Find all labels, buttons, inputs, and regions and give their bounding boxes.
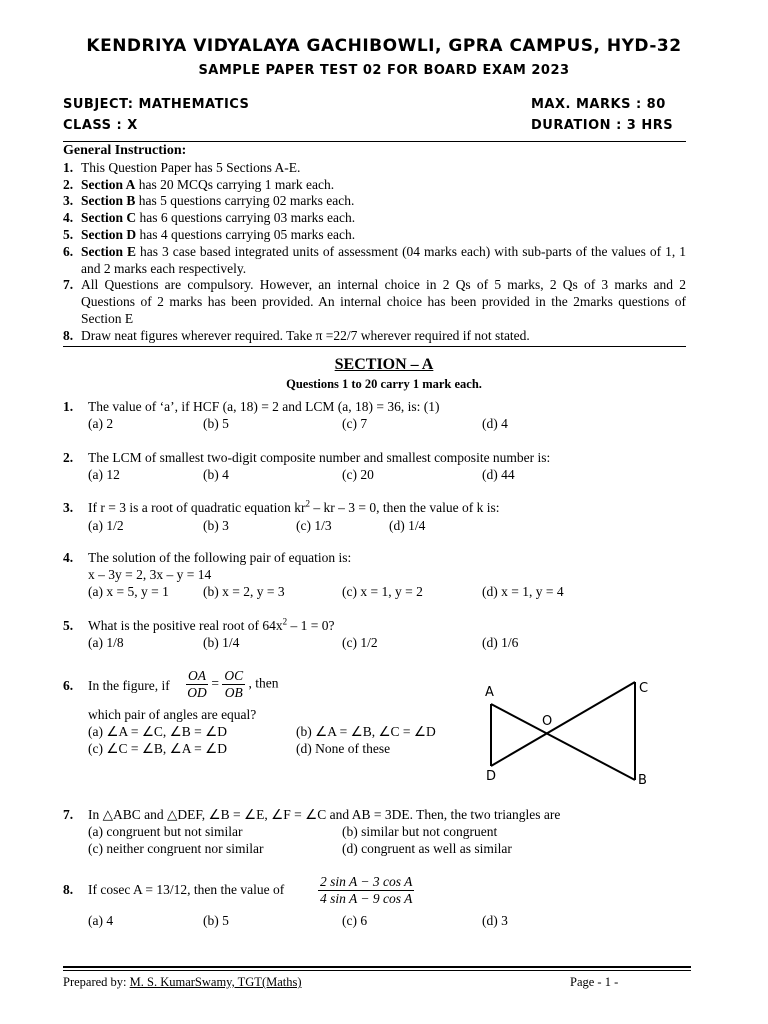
author-name: M. S. KumarSwamy, TGT(Maths) [129, 975, 302, 989]
duration-label: DURATION : 3 HRS [531, 118, 674, 133]
class-label: CLASS : X [63, 118, 138, 133]
option: (a) 12 [88, 467, 120, 482]
trig-fraction: $\frac{\text{2 sin A − 3 cos A}}{\text{4 sin A − 9 cos A}}$ [320, 874, 413, 906]
option: (a) x = 5, y = 1 [88, 584, 169, 599]
option: (a) 2 [88, 416, 114, 431]
instructions-divider [63, 346, 686, 347]
section-title: SECTION – A [334, 356, 434, 373]
option: (b) ∠A = ∠B, ∠C = ∠D [296, 724, 436, 739]
subject-label: SUBJECT: MATHEMATICS [63, 97, 250, 112]
section-subtitle: Questions 1 to 20 carry 1 mark each. [286, 377, 482, 391]
question-line: which pair of angles are equal? [88, 707, 257, 722]
option: (d) congruent as well as similar [342, 841, 512, 856]
option: (c) 1/3 [296, 518, 332, 533]
exam-page: KENDRIYA VIDYALAYA GACHIBOWLI, GPRA CAMPUS, HYD-32 SAMPLE PAPER TEST 02 FOR BOARD EXAM 2023 SUBJECT: MATHEMATICS MAX. MARKS : 80 CLASS : X DURATION : 3 HRS General Instruction: 1. This Question Paper has 5 Sections A-E. 2. Section A has 20 MCQs carrying 1 mark each. 3. Section B has 5 questions carrying 02 marks each. 4. Section C has 6 questions carrying 03 marks each. 5. Section D has 4 questions carrying 05 marks each. 6. Section E has 3 case based integrated units of assessment (04 marks each) with sub-parts of the values of 1, 1 and 2 marks each respectively. 7. All Questions are compulsory. However, an internal choice in 2 Qs of 5 marks, 2 Qs of 3 marks and 2 Questions of 2 marks has been provided. An internal choice has been provided in the 2marks questions of Section E 8. Draw neat figures wherever required. Take π =22/7 wherever required if not stated. SECTION – A Questions 1 to 20 carry 1 mark each. 1. The value of ‘a’, if HCF (a, 18) = 2 and LCM (a, 18) = 36, is: (1) (a) 2 (b) 5 (c) 7 (d) 4 2. The LCM of smallest two-digit composite number and smallest composite number is: (a) 12 (b) 4 (c) 20 (d) 44 3. If r = 3 is a root of quadratic equation $kr^2$ – kr – 3 = 0, then the value of k is: (a) 1/2 (b) 3 (c) 1/3 (d) 1/4 4. The solution of the following pair of equation is: x – 3y = 2, 3x – y = 14 (a) x = 5, y = 1 (b) x = 2, y = 3 (c) x = 1, y = 2 (d) x = 1, y = 4 5. What is the positive real root of $64x^2 - 1 = 0$? (a) 1/8 (b) 1/4 (c) 1/2 (d) 1/6 6. In the figure, if $\frac{OA}{OD}$ = $\frac{OC}{OB}$ , then which pair of angles are equal? (a) ∠A = ∠C, ∠B = ∠D (b) ∠A = ∠B, ∠C = ∠D (c) ∠C = ∠B, ∠A = ∠D (d) None of these A C O D B 7. In △ABC and △DEF, ∠B = ∠E, ∠F = ∠C and AB = 3DE. Then, the two triangles are (a) congruent but not similar (b) similar but not congruent (c) neither congruent nor similar (d) congruent as well as similar 8. If cosec A = 13/12, then the value of $\frac{\text{2 sin A − 3 cos A}}{\text{4 sin A − 9 cos A}}$ (a) 4 (b) 5 (c) 6 (d) 3 Prepared by: M. S. KumarSwamy, TGT(Maths) Page - 1 - [0, 0, 768, 1024]
footer-divider [63, 966, 691, 968]
vertex-b-label: B [638, 773, 647, 788]
option: (c) 6 [342, 913, 368, 928]
option: (a) 1/8 [88, 635, 124, 650]
general-instructions [63, 143, 686, 345]
option: (a) 1/2 [88, 518, 124, 533]
vertex-o-label: O [542, 714, 553, 729]
instruction-item: 6. Section E has 3 case based integrated units of assessment (04 marks each) with sub-parts of the values of 1, 1 and 2 marks each respectively. [63, 243, 686, 276]
option: (a) ∠A = ∠C, ∠B = ∠D [88, 724, 228, 739]
instruction-item: 8. Draw neat figures wherever required. Take π =22/7 wherever required if not stated. [63, 327, 530, 343]
option: (b) similar but not congruent [342, 824, 498, 839]
instruction-item: 7. All Questions are compulsory. However, an internal choice in 2 Qs of 5 marks, 2 Qs of 3 marks and 2 Questions of 2 marks has been provided. An internal choice has been provided in the 2marks questions of Section E [63, 277, 686, 326]
instruction-item: 4. Section C has 6 questions carrying 03 marks each. [63, 210, 356, 226]
instruction-item: 1. This Question Paper has 5 Sections A-E. [63, 159, 301, 175]
option: (d) 1/6 [482, 635, 519, 650]
option: (d) None of these [296, 741, 391, 756]
option: (b) 5 [203, 913, 229, 928]
option: (b) 1/4 [203, 635, 240, 650]
instruction-item: 5. Section D has 4 questions carrying 05 marks each. [63, 226, 356, 242]
option: (c) x = 1, y = 2 [342, 584, 423, 599]
instruction-item: 2. Section A has 20 MCQs carrying 1 mark each. [63, 176, 335, 192]
header-divider [63, 141, 686, 142]
option: (d) 1/4 [389, 518, 426, 533]
option: (d) 3 [482, 913, 508, 928]
vertex-a-label: A [485, 685, 494, 700]
option: (c) ∠C = ∠B, ∠A = ∠D [88, 741, 228, 756]
bowtie-figure [480, 678, 660, 790]
option: (c) neither congruent nor similar [88, 841, 264, 856]
option: (a) 4 [88, 913, 114, 928]
page-number: Page - 1 - [570, 975, 619, 989]
vertex-c-label: C [639, 681, 649, 696]
option: (c) 1/2 [342, 635, 378, 650]
school-name: KENDRIYA VIDYALAYA GACHIBOWLI, GPRA CAMPUS, HYD-32 [86, 36, 682, 56]
option: (b) 3 [203, 518, 229, 533]
option: (b) x = 2, y = 3 [203, 584, 285, 599]
prepared-by: Prepared by: M. S. KumarSwamy, TGT(Maths) [63, 975, 302, 989]
max-marks-label: MAX. MARKS : 80 [531, 97, 666, 112]
footer-divider-thin [63, 970, 691, 971]
option: (d) 44 [482, 467, 515, 482]
option: (d) 4 [482, 416, 508, 431]
option: (c) 20 [342, 467, 374, 482]
instructions-title: General Instruction: [63, 143, 187, 158]
option: (d) x = 1, y = 4 [482, 584, 564, 599]
instruction-item: 3. Section B has 5 questions carrying 02 marks each. [63, 193, 355, 209]
ratio-fraction: $\frac{OA}{OD}$ = $\frac{OC}{OB}$ , then [187, 668, 279, 700]
equation-line: x – 3y = 2, 3x – y = 14 [88, 567, 212, 582]
option: (b) 4 [203, 467, 229, 482]
option: (b) 5 [203, 416, 229, 431]
vertex-d-label: D [486, 769, 497, 784]
option: (c) 7 [342, 416, 368, 431]
paper-title: SAMPLE PAPER TEST 02 FOR BOARD EXAM 2023 [198, 63, 570, 78]
option: (a) congruent but not similar [88, 824, 243, 839]
